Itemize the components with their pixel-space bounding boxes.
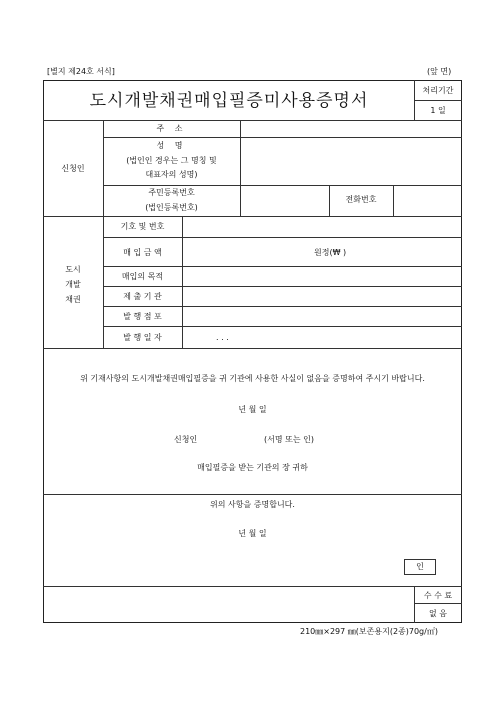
bond-row-label-serial: 기호 및 번호 [120, 222, 165, 231]
page-side-label: (앞 면) [427, 67, 452, 76]
form-number: [별지 제24호 서식] [47, 67, 115, 76]
name-label: 성 명 [156, 141, 187, 150]
applicant-section-label: 신청인 [61, 164, 85, 173]
fee-value: 없 음 [429, 609, 447, 618]
address-label: 주 소 [156, 124, 187, 133]
registration-number-field[interactable] [241, 186, 328, 215]
name-note-1: (법인인 경우는 그 명칭 및 [126, 156, 217, 165]
corporate-registration-label: (법인등록번호) [145, 203, 198, 212]
bond-bottom-line [43, 348, 462, 349]
issuing-branch-field[interactable] [183, 307, 461, 325]
seal-box: 인 [404, 559, 436, 575]
submission-agency-field[interactable] [183, 287, 461, 305]
bond-row-line-5 [103, 326, 462, 327]
serial-number-field[interactable] [183, 217, 461, 236]
applicant-section-divider [103, 120, 104, 216]
bond-section-label-2: 개발 [65, 280, 81, 289]
request-applicant-label: 신청인 [174, 435, 198, 444]
bond-section-divider [103, 216, 104, 348]
addressee-line: 매입필증을 받는 기관의 장 귀하 [197, 463, 308, 472]
request-bottom-line [43, 494, 462, 495]
registration-number-label: 주민등록번호 [148, 188, 195, 197]
address-field[interactable] [241, 121, 461, 136]
bond-row-line-1 [103, 237, 462, 238]
signature-label: (서명 또는 인) [264, 435, 314, 444]
bond-section-label-3: 채권 [65, 295, 81, 304]
request-statement: 위 기재사항의 도시개발채권매입필증을 귀 기관에 사용한 사실이 없음을 증명하여 주시기 바랍니다. [80, 374, 425, 383]
fee-label: 수 수 료 [423, 591, 453, 600]
bond-row-label-branch: 발 행 점 포 [123, 312, 162, 321]
fee-row-line [414, 603, 462, 604]
bond-row-label-purpose: 매입의 목적 [121, 272, 164, 281]
certification-bottom-line [43, 586, 462, 587]
bond-row-label-agency: 제 출 기 관 [123, 292, 162, 301]
processing-divider [414, 100, 462, 101]
bond-row-label-amount: 매 입 금 액 [123, 248, 162, 257]
processing-period-label: 처리기간 [422, 86, 454, 95]
request-date: 년 월 일 [238, 405, 267, 414]
name-note-2: 대표자의 성명) [145, 170, 198, 179]
issue-date-value: . . . [216, 333, 229, 342]
phone-label: 전화번호 [345, 195, 377, 204]
purchase-purpose-field[interactable] [183, 267, 461, 285]
form-title: 도시개발채권매입필증미사용증명서 [89, 91, 369, 111]
bond-section-label-1: 도시 [65, 265, 81, 274]
purchase-amount-value: 원정(₩ ) [314, 248, 347, 257]
paper-spec-footer: 210㎜×297 ㎜(보존용지(2종)70g/㎡) [300, 627, 438, 636]
name-field[interactable] [241, 138, 461, 184]
certification-statement: 위의 사항을 증명합니다. [210, 500, 295, 509]
bond-row-label-issue-date: 발 행 일 자 [123, 333, 162, 342]
phone-field[interactable] [394, 186, 461, 215]
processing-period-value: 1 일 [430, 106, 446, 115]
certification-date: 년 월 일 [238, 529, 267, 538]
